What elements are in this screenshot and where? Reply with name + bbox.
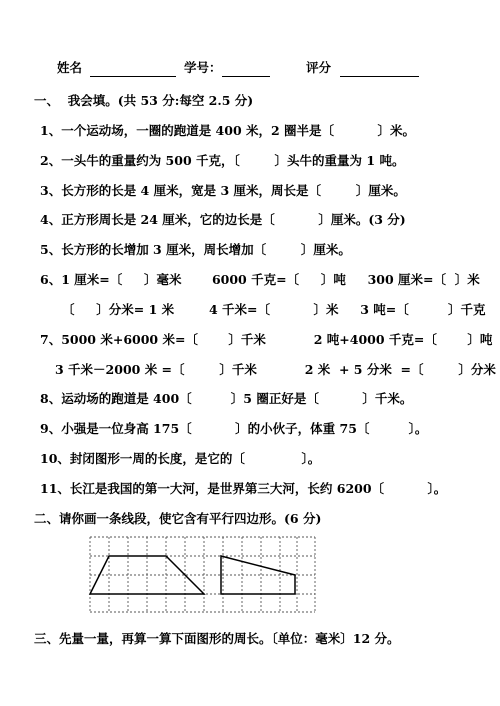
- question-1: 1、一个运动场，一圈的跑道是 400 米，2 圈半是〔 〕米。: [40, 123, 416, 138]
- question-11: 11、长江是我国的第一大河，是世界第三大河，长约 6200〔 〕。: [40, 481, 447, 496]
- question-5: 5、长方形的长增加 3 厘米，周长增加〔 〕厘米。: [40, 242, 351, 257]
- section1-heading: 一、 我会填。(共 53 分:每空 2.5 分): [34, 93, 254, 108]
- question-4: 4、正方形周长是 24 厘米，它的边长是〔 〕厘米。(3 分): [40, 212, 406, 227]
- name-blank[interactable]: [90, 76, 176, 77]
- section3-heading: 三、先量一量，再算一算下面图形的周长。〔单位：毫米〕12 分。: [34, 631, 400, 646]
- question-2: 2、一头牛的重量约为 500 千克，〔 〕头牛的重量为 1 吨。: [40, 153, 405, 168]
- student-id-label: 学号：: [184, 60, 222, 75]
- name-label: 姓名: [57, 60, 83, 75]
- score-blank[interactable]: [340, 76, 419, 77]
- question-6-row1: 6、1 厘米=〔 〕毫米 6000 千克=〔 〕吨 300 厘米=〔 〕米: [40, 272, 480, 287]
- question-8: 8、运动场的跑道是 400〔 〕5 圈正好是〔 〕千米。: [40, 391, 413, 406]
- score-label: 评分: [306, 60, 332, 75]
- question-7-row1: 7、5000 米+6000 米=〔 〕千米 2 吨+4000 千克=〔 〕吨: [40, 332, 493, 347]
- dotted-grid-figure[interactable]: [85, 532, 320, 617]
- student-id-blank[interactable]: [222, 76, 270, 77]
- question-7-row2: 3 千米－2000 米 =〔 〕千米 2 米 + 5 分米 =〔 〕分米: [55, 362, 496, 377]
- question-6-row2: 〔 〕分米= 1 米 4 千米=〔 〕米 3 吨=〔 〕千克: [62, 302, 486, 317]
- question-10: 10、封闭图形一周的长度，是它的〔 〕。: [40, 451, 321, 466]
- section2-heading: 二、请你画一条线段，使它含有平行四边形。(6 分): [34, 511, 322, 526]
- question-9: 9、小强是一位身高 175〔 〕的小伙子，体重 75〔 〕。: [40, 421, 428, 436]
- question-3: 3、长方形的长是 4 厘米，宽是 3 厘米，周长是〔 〕厘米。: [40, 183, 406, 198]
